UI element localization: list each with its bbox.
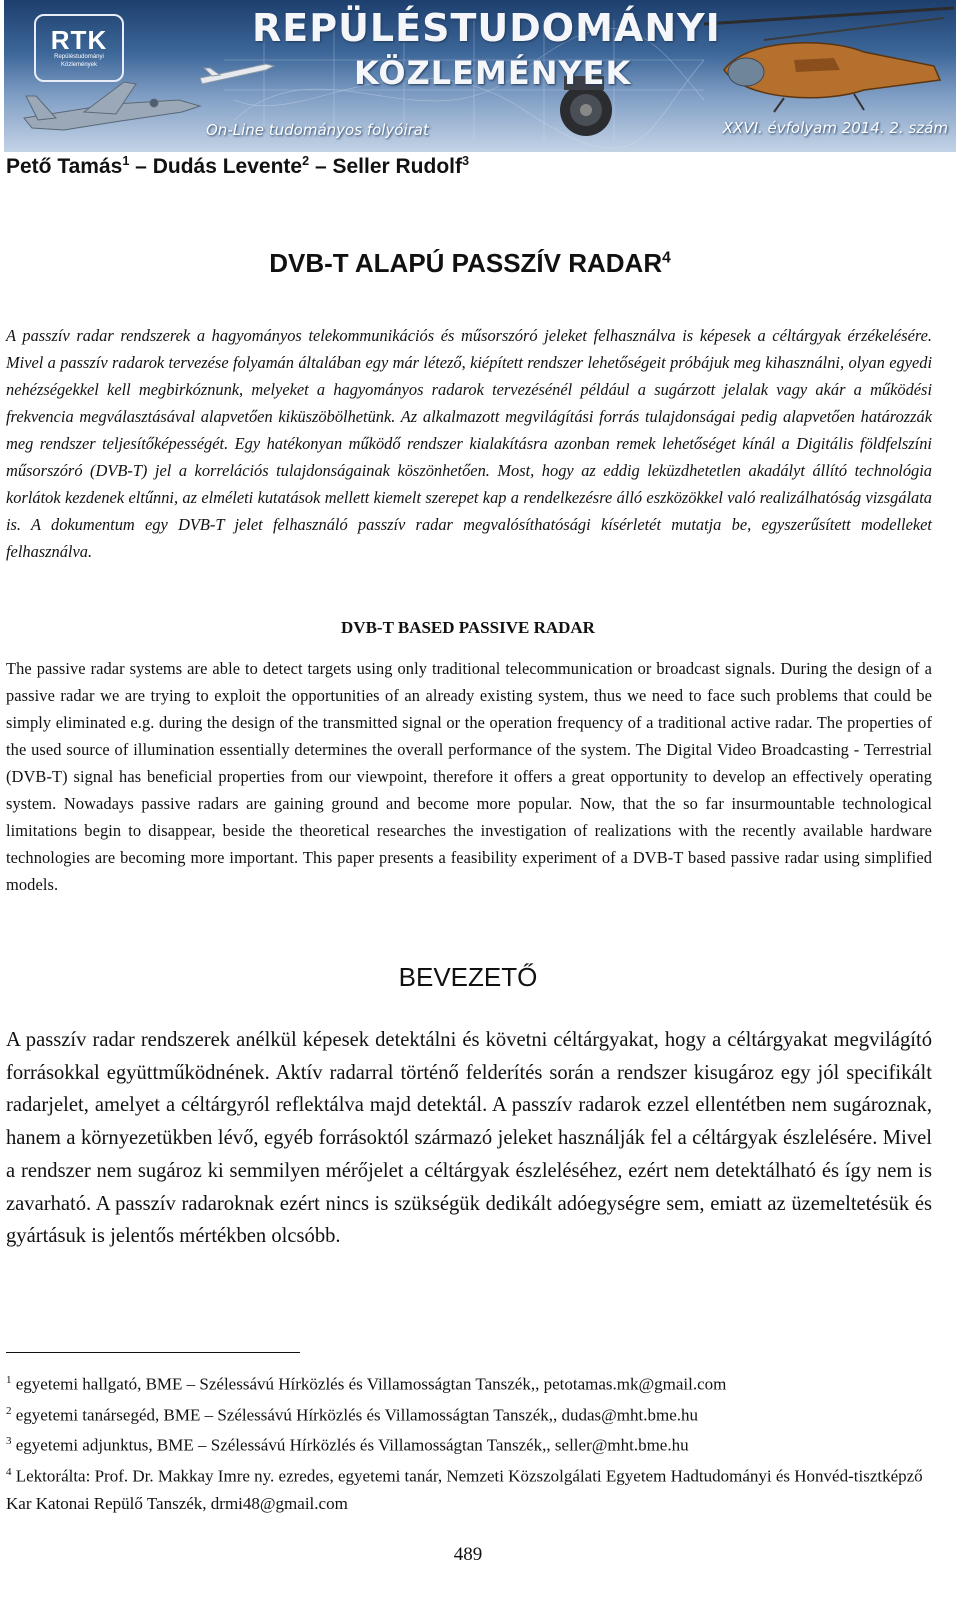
footnote-number: 2 xyxy=(6,1404,12,1417)
footnote xyxy=(6,1459,934,1517)
footnote-text: egyetemi tanársegéd, BME – Szélessávú Hírközlés és Villamosságtan Tanszék,, dudas@mht.bme.hu xyxy=(15,1405,699,1425)
abstract-hungarian: A passzív radar rendszerek a hagyományos telekommunikációs és műsorszóró jeleket felhasználva is képesek a céltárgyak érzékelésére. Mivel a passzív radarok tervezése folyamán általában egy már létező, kiépített rendszer lehetőségeit próbájuk meg kihasználni, olyan egyedi nehézségekkel kell megbirkóznunk, melyeket a hagyományos radarok tervezésénél például a sugárzott jelalak vagy akár a működési frekvencia megválasztásával alapvetően kiküszöbölhetünk. Az alkalmazott megvilágítási forrás tulajdonságai pedig alapvetően határozzák meg rendszer teljesítőképességét. Egy hatékonyan működő rendszer kialakításra azonban remek lehetőséget kínál a Digitális földfelszíni műsorszóró (DVB-T) jel a korrelációs tulajdonságainak köszönhetően. Most, hogy az eddig leküzdhetetlen akadályt állító technológia korlátok kezdenek eltűnni, az elméleti kutatások mellett kiemelt szerepet kap a rendelkezésre álló eszközökkel való realizálhatóság vizsgálata is. A dokumentum egy DVB-T jelet felhasználó passzív radar megvalósíthatósági kísérletét mutatja be, egyszerűsített modelleket felhasználva. xyxy=(6,326,932,561)
jet-illustration xyxy=(24,82,200,130)
author-name: Seller Rudolf xyxy=(332,155,462,178)
abstract-english: The passive radar systems are able to detect targets using only traditional telecommunication or broadcast signals. During the design of a passive radar we are trying to exploit the opportunities of an already existing system, thus we need to face such problems that could be simply eliminated e.g. during the design of the transmitted signal or the operation frequency of a traditional active radar. The properties of the used source of illumination essentially determines the overall performance of the system. The Digital Video Broadcasting - Terrestrial (DVB-T) signal has beneficial properties from our viewpoint, therefore it offers a great opportunity to develop an effectively operating system. Nowadays passive radars are gaining ground and become more popular. Now, that the so far insurmountable technological limitations begin to disappear, beside the theoretical researches the investigation of realizations with the recently available hardware technologies are becoming more important. This paper presents a feasibility experiment of a DVB-T based passive radar using simplified models. xyxy=(6,659,932,894)
logo-text: RTK xyxy=(50,25,108,55)
footnote-number: 3 xyxy=(6,1435,12,1448)
page-number: 489 xyxy=(453,1544,483,1565)
title-footnote-ref: 4 xyxy=(662,249,671,267)
footnote xyxy=(6,1367,934,1398)
footnote-number: 4 xyxy=(6,1465,12,1478)
section-heading: BEVEZETŐ xyxy=(398,962,538,992)
footnote-divider xyxy=(6,1352,300,1353)
author-name: Dudás Levente xyxy=(152,155,303,178)
english-title: DVB-T BASED PASSIVE RADAR xyxy=(341,618,595,637)
helicopter-illustration xyxy=(704,8,954,112)
footnote xyxy=(6,1398,934,1429)
author-footnote-ref: 3 xyxy=(462,154,470,168)
footnotes xyxy=(6,1367,934,1517)
paper-title xyxy=(0,248,940,279)
intro-paragraph: A passzív radar rendszerek anélkül képesek detektálni és követni céltárgyakat, hogy a céltárgyakat megvilágító forrásokkal együttműködnének. Aktív radarral történő felderítés során a rendszer kisugároz egy jól specifikált radarjelet, amelyet a céltárgyról reflektálva majd detektál. A passzív radarok ezzel ellentétben nem sugároznak, hanem a környezetükben lévő, egyéb forrásoktól származó jeleket használják fel a céltárgyak észlelésére. Mivel a rendszer nem sugároz ki semmilyen mérőjelet a céltárgyak észleléséhez, ezért nem detektálható és így nem is zavarható. A passzív radaroknak ezért nincs is szükségük dedikált adóegységre sem, emiatt az üzemeltetésük és gyártásuk is jelentős mértékben olcsóbb. xyxy=(6,1029,932,1248)
paper-title-text: DVB-T ALAPÚ PASSZÍV RADAR xyxy=(269,248,663,278)
banner-title-line2: KÖZLEMÉNYEK xyxy=(354,54,632,92)
author-name: Pető Tamás xyxy=(6,155,123,178)
author-separator: – xyxy=(129,155,153,178)
author-list xyxy=(6,154,469,179)
footnote-number: 1 xyxy=(6,1374,12,1386)
journal-logo xyxy=(34,14,124,82)
footnote xyxy=(6,1428,934,1459)
banner-title-line1: REPÜLÉSTUDOMÁNYI xyxy=(252,6,721,50)
banner-issue: XXVI. évfolyam 2014. 2. szám xyxy=(722,119,948,137)
footnote-text: egyetemi hallgató, BME – Szélessávú Hírközlés és Villamosságtan Tanszék,, petotamas.mk@gmail.com xyxy=(15,1374,727,1394)
author-footnote-ref: 1 xyxy=(122,154,130,168)
logo-subtext: Repüléstudományi Közlemények xyxy=(54,54,104,68)
footnote-text: Lektorálta: Prof. Dr. Makkay Imre ny. ezredes, egyetemi tanár, Nemzeti Közszolgálati Egyetem Hadtudományi és Honvéd-tisztképző Kar Katonai Repülő Tanszék, drmi48@gmail.com xyxy=(6,1466,923,1513)
footnote-text: egyetemi adjunktus, BME – Szélessávú Hírközlés és Villamosságtan Tanszék,, seller@mht.bme.hu xyxy=(15,1435,689,1455)
author-footnote-ref: 2 xyxy=(302,154,310,168)
author-separator: – xyxy=(309,155,333,178)
banner-tagline: On-Line tudományos folyóirat xyxy=(206,121,429,139)
journal-banner xyxy=(4,0,956,152)
missile-illustration xyxy=(200,64,274,84)
